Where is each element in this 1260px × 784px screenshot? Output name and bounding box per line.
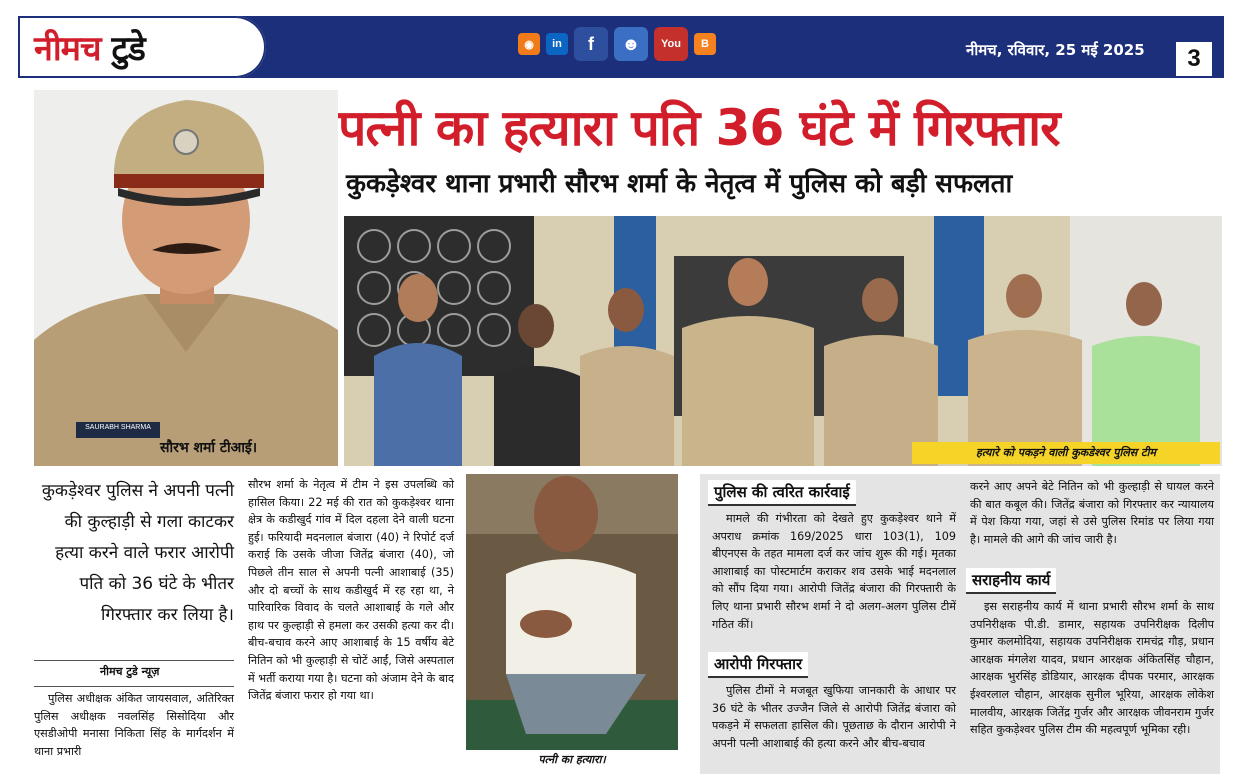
- brand-name-black: टुडे: [111, 29, 145, 69]
- lead-paragraph: कुकड़ेश्वर पुलिस ने अपनी पत्नी की कुल्हाड़ी से गला काटकर हत्या करने वाले फरार आरोपी पति को 36 घंटे के भीतर गिरफ्तार कर लिया है।: [41, 481, 234, 625]
- section-title-quick-action: पुलिस की त्वरित कार्रवाई: [708, 480, 856, 506]
- section-quick-action-text: मामले की गंभीरता को देखते हुए कुकड़ेश्वर थाने में अपराध क्रमांक 169/2025 धारा 103(1), 109 बीएनएस के तहत मामला दर्ज कर जांच शुरू की गई। मृतका आशाबाई का पोस्टमार्टम कराकर शव उसके भाई मदनलाल को सौंप दिया गया। आरोपी जितेंद्र बंजारा की गिरफ्तारी के लिए थाना प्रभारी सौरभ शर्मा ने दो अलग-अलग पुलिस टीमें गठित कीं।: [712, 512, 956, 631]
- suspect-photo: [466, 474, 678, 750]
- masthead: [0, 0, 1260, 84]
- suspect-caption: पत्नी का हत्यारा।: [538, 753, 606, 766]
- officer-caption: सौरभ शर्मा टीआई।: [160, 440, 258, 456]
- headline: पत्नी का हत्यारा पति 36 घंटे में गिरफ्तार: [338, 99, 1060, 157]
- section-praise: [970, 598, 1214, 739]
- section-arrest-continued-text: करने आए अपने बेटे नितिन को भी कुल्हाड़ी से घायल करने की बात कबूल की। जितेंद्र बंजारा को गिरफ्तार कर न्यायालय में पेश किया गया, जहां से उसे पुलिस रिमांड पर लिया गया है। मामले की आगे की जांच जारी है।: [970, 480, 1214, 546]
- section-arrest-continued: [970, 478, 1214, 548]
- issue-date: नीमच, रविवार, 25 मई 2025: [966, 41, 1145, 59]
- byline: नीमच टुडे न्यूज़: [100, 665, 160, 678]
- myspace-icon[interactable]: ☻: [614, 27, 648, 61]
- article-column-1: [34, 690, 234, 760]
- section-title-arrest: आरोपी गिरफ्तार: [708, 652, 808, 678]
- brand-name-red: नीमच: [34, 29, 101, 69]
- lead-divider-bottom: [34, 686, 234, 687]
- column-2-text: सौरभ शर्मा के नेतृत्व में टीम ने इस उपलब्धि को हासिल किया। 22 मई की रात को कुकड़ेश्वर थाना क्षेत्र के कडीखुर्द गांव में दिल दहला देने वाली घटना हुई। फरियादी मदनलाल बंजारा (40) ने रिपोर्ट दर्ज कराई कि उसके जीजा जितेंद्र बंजारा (40), जो पिछले तीन साल से अपनी पत्नी आशाबाई (35) और दो बच्चों के साथ कडीखुर्द में रह रहा था, ने पारिवारिक विवाद के चलते आशाबाई के गले और हाथ पर कुल्हाड़ी से हमला कर उसकी हत्या कर दी। बीच-बचाव करने आए आशाबाई के 15 वर्षीय बेटे नितिन को भी कुल्हाड़ी से चोटें आईं, जिसे अस्पताल में भर्ती कराया गया है। घटना को अंजाम देने के बाद जितेंद्र बंजारा फरार हो गया था।: [248, 478, 454, 703]
- section-arrest-text: पुलिस टीमों ने मजबूत खुफिया जानकारी के आधार पर 36 घंटे के भीतर उज्जैन जिले से आरोपी जितेंद्र बंजारा को पकड़ने में सफलता हासिल की। पूछताछ के दौरान आरोपी ने अपनी पत्नी आशाबाई की हत्या करने और बीच-बचाव: [712, 684, 956, 750]
- rss-icon[interactable]: ◉: [518, 33, 540, 55]
- facebook-icon[interactable]: f: [574, 27, 608, 61]
- section-quick-action: [712, 510, 956, 633]
- column-1-text: पुलिस अधीक्षक अंकित जायसवाल, अतिरिक्त पुलिस अधीक्षक नवलसिंह सिसोदिया और एसडीओपी मनासा निकिता सिंह के मार्गदर्शन में थाना प्रभारी: [34, 692, 234, 758]
- team-photo-caption: हत्यारे को पकड़ने वाली कुकडेश्वर पुलिस टीम: [912, 442, 1220, 464]
- team-photo: [344, 216, 1222, 466]
- page-number: 3: [1176, 42, 1212, 76]
- officer-photo: [34, 90, 338, 466]
- officer-nameplate: SAURABH SHARMA: [85, 424, 151, 431]
- lead-divider-top: [34, 660, 234, 661]
- section-arrest: [712, 682, 956, 752]
- article-column-2: [248, 476, 454, 705]
- linkedin-icon[interactable]: in: [546, 33, 568, 55]
- blogger-icon[interactable]: B: [694, 33, 716, 55]
- section-title-praise: सराहनीय कार्य: [966, 568, 1056, 594]
- youtube-icon[interactable]: You: [654, 27, 688, 61]
- section-praise-text: इस सराहनीय कार्य में थाना प्रभारी सौरभ शर्मा के साथ उपनिरीक्षक पी.डी. डामार, सहायक उपनिरीक्षक दिलीप कुमार कलमोदिया, सहायक उपनिरीक्षक रामचंद्र गौड़, प्रधान आरक्षक मंगलेश यादव, प्रधान आरक्षक अंकितसिंह चौहान, आरक्षक भुरसिंह डोडियार, आरक्षक दीपक परमार, आरक्षक ईश्वरलाल चौहान, आरक्षक सुनील भूरिया, आरक्षक लोकेश मालवीय, आरक्षक जितेंद्र गुर्जर और आरक्षक जीवनराम गुर्जर सहित कुकड़ेश्वर पुलिस टीम की महत्वपूर्ण भूमिका रही।: [970, 600, 1214, 737]
- brand-logo[interactable]: [18, 16, 266, 78]
- social-icons: [518, 26, 716, 62]
- subheadline: कुकड़ेश्वर थाना प्रभारी सौरभ शर्मा के नेतृत्व में पुलिस को बड़ी सफलता: [346, 169, 1013, 199]
